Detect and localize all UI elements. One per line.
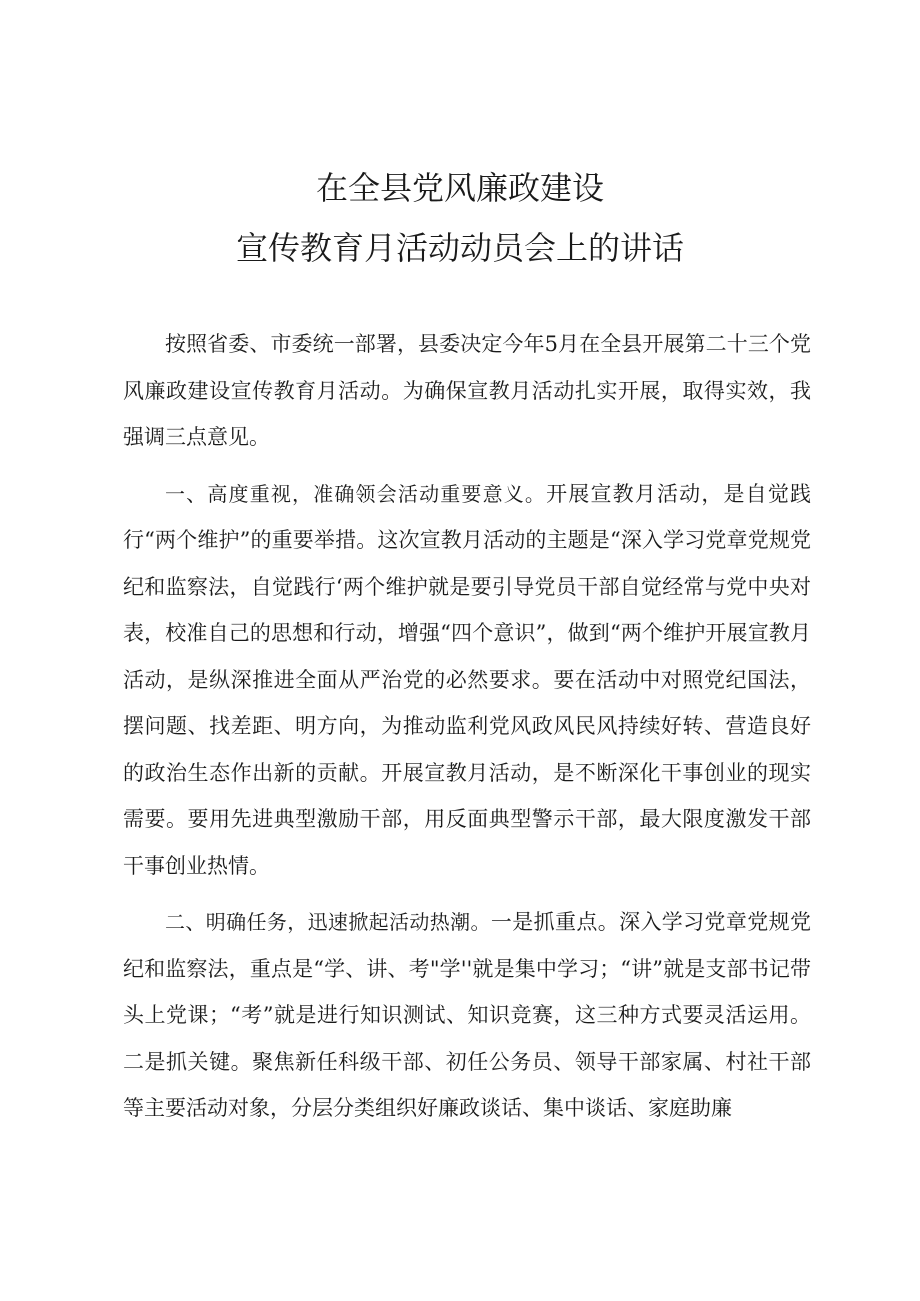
title-line-1: 在全县党风廉政建设 xyxy=(315,169,604,207)
document-title xyxy=(0,158,920,278)
paragraph-section-1 xyxy=(123,471,811,890)
paragraph-text: 开展宣教月活动，是自觉践行“两个维护”的重要举措。这次宣教月活动的主题是“深入学习党章党规党纪和监察法，自觉践行‘两个维护就是要引导党员干部自觉经常与党中央对表，校准自己的思想和行动，增强“四个意识”，做到“两个维护开展宣教月活动，是纵深推进全面从严治党的必然要求。要在活动中对照党纪国法，摆问题、找差距、明方向，为推动监利党风政风民风持续好转、营造良好的政治生态作出新的贡献。开展宣教月活动，是不断深化干事创业的现实需要。要用先进典型激励干部，用反面典型警示干部，最大限度激发干部干事创业热情。 xyxy=(123,481,812,878)
paragraph-section-2 xyxy=(123,899,811,1132)
document-body xyxy=(123,321,811,1142)
paragraph-intro xyxy=(123,321,811,461)
paragraph-text: 按照省委、市委统一部署，县委决定今年5月在全县开展第二十三个党风廉政建设宣传教育月活动。为确保宣教月活动扎实开展，取得实效，我强调三点意见。 xyxy=(123,332,811,449)
title-line-2: 宣传教育月活动动员会上的讲话 xyxy=(235,229,684,267)
section-heading: 一、高度重视，准确领会活动重要意义。 xyxy=(165,481,547,506)
paragraph-text: 一是抓重点。深入学习党章党规党纪和监察法，重点是“学、讲、考"学''就是集中学习；“讲”就是支部书记带头上党课；“考”就是进行知识测试、知识竞赛，这三种方式要灵活运用。二是抓关键。聚焦新任科级干部、初任公务员、领导干部家属、村社干部等主要活动对象，分层分类组织好廉政谈话、集中谈话、家庭助廉 xyxy=(123,910,812,1120)
section-heading: 二、明确任务，迅速掀起活动热潮。 xyxy=(165,910,491,934)
